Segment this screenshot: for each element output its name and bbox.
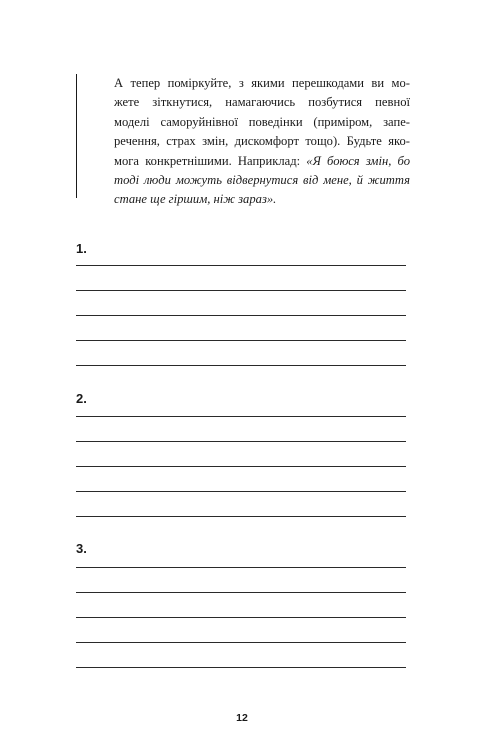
writing-line[interactable] [76,516,406,517]
writing-line[interactable] [76,340,406,341]
intro-line-with-example [114,152,410,171]
page-number: 12 [236,712,248,724]
intro-block [76,74,411,207]
intro-text [114,74,410,210]
example-text: стане ще гіршим, ніж зараз». [114,192,277,207]
writing-line[interactable] [76,441,406,442]
writing-line[interactable] [76,416,406,417]
writing-line[interactable] [76,617,406,618]
intro-line: моделі саморуйнівної поведінки (приміром, запе- [114,114,410,129]
example-text: «Я боюся змін, бо [306,153,411,168]
example-line [114,171,410,190]
writing-line[interactable] [76,265,406,266]
writing-line[interactable] [76,642,406,643]
intro-line: жете зіткнутися, намагаючись позбутися певної [114,95,410,110]
writing-line[interactable] [76,466,406,467]
writing-line[interactable] [76,290,406,291]
intro-line: речення, страх змін, дискомфорт тощо). Будьте яко- [114,134,410,149]
writing-line[interactable] [76,491,406,492]
writing-line[interactable] [76,567,406,568]
section-number: 2. [76,391,87,406]
writing-line[interactable] [76,315,406,316]
writing-line[interactable] [76,592,406,593]
section-number: 1. [76,241,87,256]
example-text: тоді люди можуть відвернутися від мене, й життя [114,173,410,188]
intro-line: А тепер поміркуйте, з якими перешкодами ви мо- [114,76,410,90]
writing-line[interactable] [76,667,406,668]
intro-line: мога конкретнішими. Наприклад: [114,153,307,168]
section-number: 3. [76,541,87,556]
example-line [114,190,410,209]
writing-line[interactable] [76,365,406,366]
